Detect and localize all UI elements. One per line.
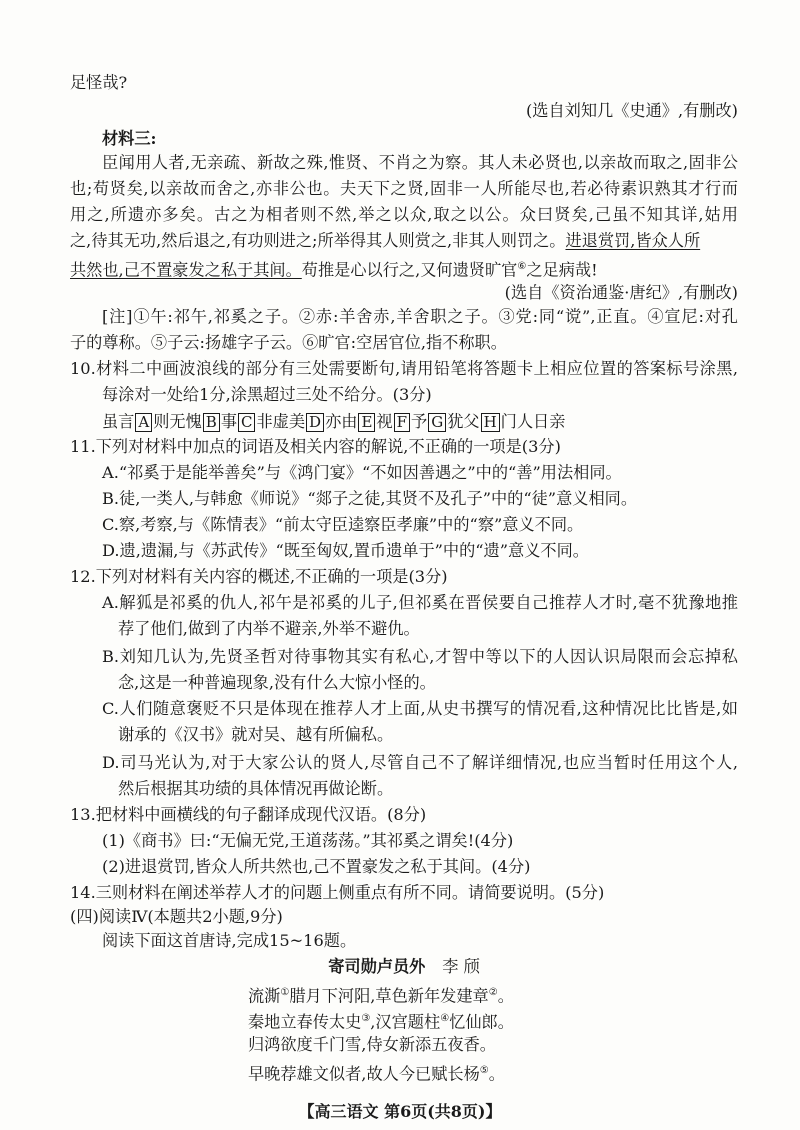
answer-box[interactable]: A <box>135 413 152 432</box>
section-heading: 材料三: <box>102 129 157 148</box>
answer-box[interactable]: C <box>238 413 255 432</box>
poem-author: 李 颀 <box>442 957 480 976</box>
choice-c[interactable]: C.察,考察,与《陈情表》“前太守臣逵察臣孝廉”中的“察”意义不同。 <box>102 515 584 534</box>
choice-d[interactable]: D.遗,遗漏,与《苏武传》“既至匈奴,置币遗单于”中的“遗”意义不同。 <box>102 541 589 560</box>
passage-text: 苟推是心以行之,又何遗贤旷官 <box>301 260 518 280</box>
annotation-line: [注]①午:祁午,祁奚之子。②赤:羊舍赤,羊舍职之子。③党:同“谠”,正直。④宣尼:对孔 <box>102 307 738 326</box>
option-text: 犹父 <box>447 412 480 431</box>
option-text: 非虚美 <box>256 412 306 431</box>
option-text: 视 <box>376 412 393 431</box>
source-citation: (选自《资治通鉴·唐纪》,有删改) <box>504 283 738 302</box>
choice-c-cont: 谢承的《汉书》就对吴、越有所偏私。 <box>118 725 394 744</box>
poem-line: 流澌①腊月下河阳,草色新年发建章②。 <box>248 986 514 1006</box>
passage-line: 用之,所遗亦多矣。古之为相者则不然,举之以众,取之以公。众曰贤矣,己虽不知其详,姑用 <box>70 205 738 224</box>
option-text: 亦由 <box>325 412 358 431</box>
passage-line <box>70 230 738 252</box>
answer-box[interactable]: B <box>203 413 220 432</box>
choice-b[interactable]: B.徒,一类人,与韩愈《师说》“郯子之徒,其贤不及孔子”中的“徒”意义相同。 <box>102 489 638 508</box>
passage-text: 之足病哉! <box>526 260 598 280</box>
option-text: 虽言 <box>102 412 135 431</box>
answer-box[interactable]: F <box>394 413 410 432</box>
choice-d-cont: 然后根据其功绩的具体情况再做论断。 <box>118 779 394 798</box>
annotation-line: 子的尊称。⑤子云:扬雄字子云。⑥旷官:空居官位,指不称职。 <box>70 333 507 352</box>
answer-box[interactable]: H <box>481 413 500 432</box>
answer-box[interactable]: E <box>358 413 375 432</box>
choice-d[interactable]: D.司马光认为,对于大家公认的贤人,尽管自己不了解详细情况,也应当暂时任用这个人, <box>102 753 738 772</box>
passage-line: 臣闻用人者,无亲疏、新故之殊,惟贤、不肖之为察。其人未必贤也,以亲故而取之,固非公 <box>102 153 738 172</box>
note-mark: ⑥ <box>517 261 527 272</box>
question-12: 12.下列对材料有关内容的概述,不正确的一项是(3分) <box>70 567 448 586</box>
option-text: 事 <box>220 412 237 431</box>
source-citation: (选自刘知几《史通》,有删改) <box>525 101 738 120</box>
answer-box[interactable]: G <box>428 413 446 432</box>
passage-text: 之,待其无功,然后退之,有功则进之;所举得其人则赏之,非其人则罚之。 <box>70 231 566 250</box>
question-10-cont: 每涂对一处给1分,涂黑超过三处不给分。(3分) <box>102 385 432 404</box>
passage-line: 也;苟贤矣,以亲故而舍之,亦非公也。夫天下之贤,固非一人所能尽也,若必待素识熟其才行而 <box>70 179 738 198</box>
choice-a[interactable]: A.解狐是祁奚的仇人,祁午是祁奚的儿子,但祁奚在晋侯要自己推荐人才时,毫不犹豫地推 <box>102 593 738 612</box>
option-text: 门人日亲 <box>500 412 566 431</box>
question-13-part-1: (1)《商书》曰:“无偏无党,王道荡荡。”其祁奚之谓矣!(4分) <box>102 831 514 850</box>
sentence-break-options <box>102 411 738 433</box>
option-text: 则无愧 <box>153 412 202 431</box>
question-11: 11.下列对材料中加点的词语及相关内容的解说,不正确的一项是(3分) <box>70 437 561 456</box>
question-10: 10.材料二中画波浪线的部分有三处需要断句,请用铅笔将答题卡上相应位置的答案标号涂黑, <box>70 359 738 378</box>
text-line: 足怪哉? <box>70 73 128 92</box>
underlined-sentence: 共然也,己不置豪发之私于其间。 <box>70 260 302 280</box>
question-14: 14.三则材料在阐述举荐人才的问题上侧重点有所不同。请简要说明。(5分) <box>70 883 605 902</box>
answer-box[interactable]: D <box>306 413 324 432</box>
option-text: 予 <box>411 412 428 431</box>
choice-b[interactable]: B.刘知几认为,先贤圣哲对待事物其实有私心,才智中等以下的人因认识局限而会忘掉私 <box>102 647 738 666</box>
reading-instruction: 阅读下面这首唐诗,完成15~16题。 <box>102 931 357 950</box>
poem-line: 归鸿欲度千门雪,侍女新添五夜香。 <box>248 1035 496 1054</box>
question-13-part-2: (2)进退赏罚,皆众人所共然也,己不置豪发之私于其间。(4分) <box>102 857 531 876</box>
underlined-sentence: 进退赏罚,皆众人所 <box>565 231 701 250</box>
page-footer: 【高三语文 第6页(共8页)】 <box>298 1102 502 1121</box>
passage-line <box>70 256 738 278</box>
poem-title-line <box>70 956 738 978</box>
question-13: 13.把材料中画横线的句子翻译成现代汉语。(8分) <box>70 805 427 824</box>
poem-title: 寄司勋卢员外 <box>328 957 426 976</box>
poem-line: 秦地立春传太史③,汉宫题柱④忆仙郎。 <box>248 1012 514 1032</box>
choice-c[interactable]: C.人们随意褒贬不只是体现在推荐人才上面,从史书撰写的情况看,这种情况比比皆是,如 <box>102 699 738 718</box>
choice-b-cont: 念,这是一种普遍现象,没有什么大惊小怪的。 <box>118 673 436 692</box>
choice-a[interactable]: A.“祁奚于是能举善矣”与《鸿门宴》“不如因善遇之”中的“善”用法相同。 <box>102 463 622 482</box>
choice-a-cont: 荐了他们,做到了内举不避亲,外举不避仇。 <box>118 619 420 638</box>
poem-line: 早晚荐雄文似者,故人今已赋长杨⑤。 <box>248 1064 505 1084</box>
section-heading: (四)阅读Ⅳ(本题共2小题,9分) <box>70 907 283 926</box>
